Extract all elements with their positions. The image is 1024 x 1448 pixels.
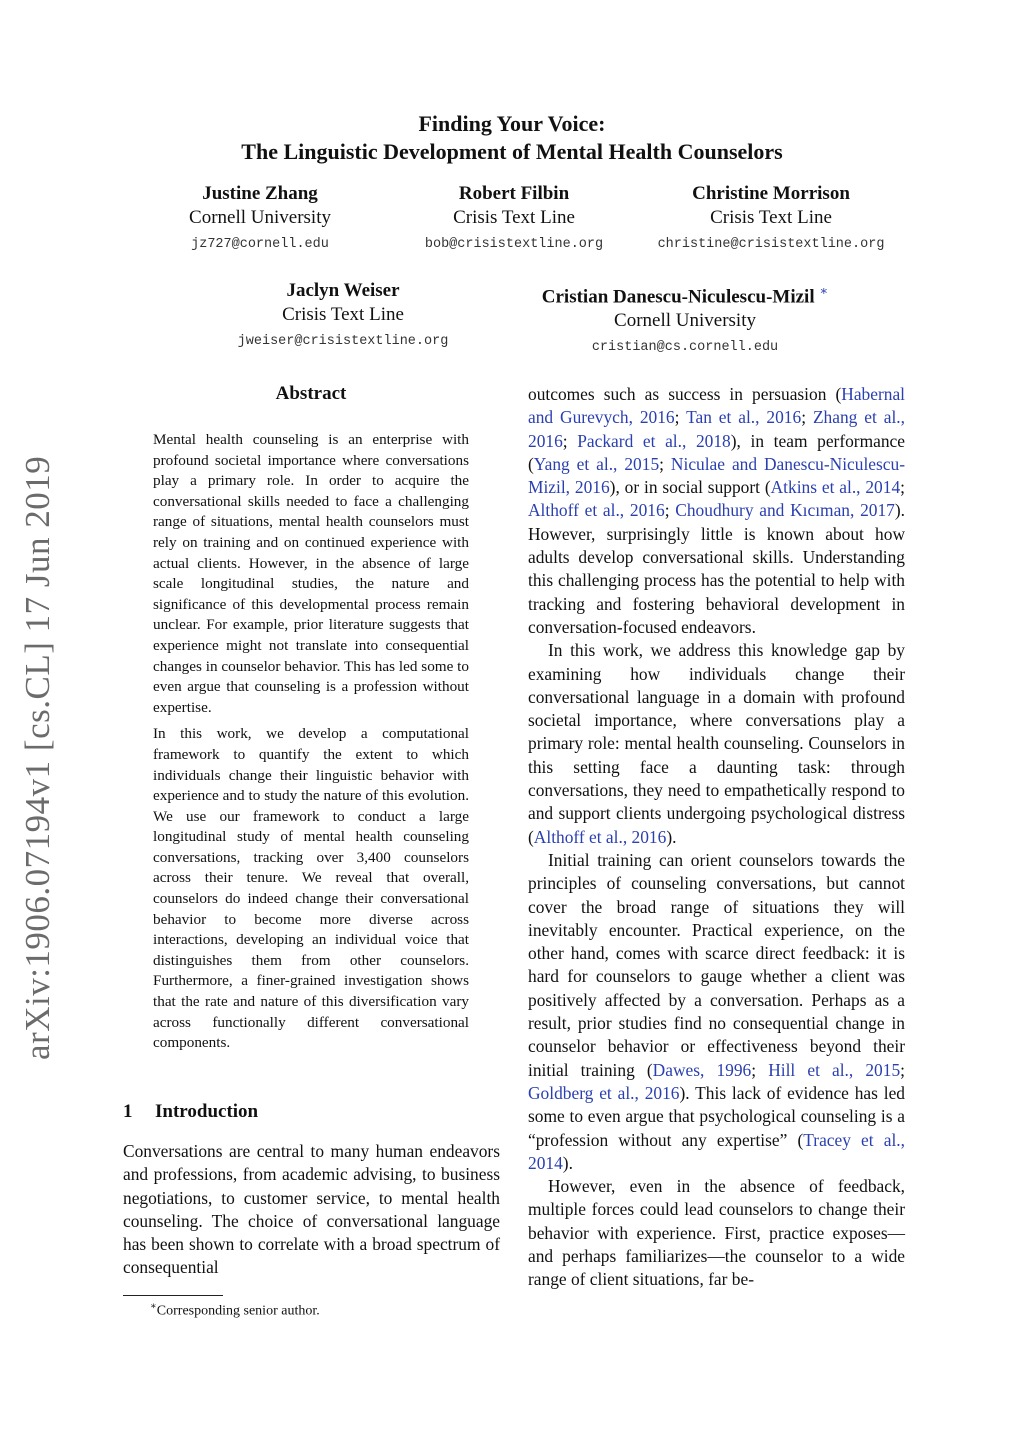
abstract-paragraph: Mental health counseling is an enterprise with profound societal importance where conversations play a primary role. In order to acquire the conversational skills needed to face a challenging range of situations, mental health counselors must rely on training and on continued experience with actual clients. However, in the absence of large scale longitudinal studies, the nature and significance of this developmental process remain unclear. For example, prior literature suggests that experience might not translate into consequential changes in counselor behavior. This has led some to even argue that counseling is a profession without expertise.: [153, 431, 469, 716]
paper-title-line-2: The Linguistic Development of Mental Health Counselors: [241, 139, 783, 164]
author-affiliation: Crisis Text Line: [710, 207, 832, 228]
citation-link[interactable]: Niculae and Danescu-Niculescu-Mizil, 2016: [528, 453, 905, 498]
author-block: [212, 279, 474, 357]
citation-link[interactable]: Atkins et al., 2014: [770, 477, 901, 498]
body-paragraph: outcomes such as success in persuasion (Habernal and Gurevych, 2016; Tan et al., 2016; Zhang et al., 2016; Packard et al., 2018), in team performance (Yang et al., 2015; Niculae and Danescu-Niculescu-Mizil, 2016), or in social support (Atkins et al., 2014; Althoff et al., 2016; Choudhury and Kıcıman, 2017). However, surprisingly little is known about how adults develop conversational skills. Understanding this challenging process has the potential to help with tracking and fostering behavioral development in conversation-focused endeavors.: [528, 384, 905, 637]
citation-link[interactable]: Yang et al., 2015: [533, 453, 660, 474]
body-paragraph: Conversations are central to many human endeavors and professions, from academic advising, to business negotiations, to customer service, to mental health counseling. The choice of conversational language has been shown to correlate with a broad spectrum of consequential: [123, 1141, 500, 1278]
footnote-marker[interactable]: ∗: [819, 283, 829, 298]
author-affiliation: Crisis Text Line: [282, 304, 404, 325]
intro-right-column: [528, 383, 905, 1292]
section-number: 1: [123, 1101, 133, 1122]
citation-link[interactable]: Hill et al., 2015: [768, 1059, 901, 1080]
author-affiliation: Cornell University: [614, 310, 756, 332]
author-email[interactable]: jz727@cornell.edu: [191, 237, 329, 252]
author-email[interactable]: jweiser@crisistextline.org: [237, 334, 449, 349]
body-paragraph: Initial training can orient counselors towards the principles of counseling conversations, but cannot cover the broad range of situations they will inevitably encounter. Practical experience, on the other hand, comes with scarce direct feedback: it is hard for counselors to gauge whether a client was positively affected by a conversation. Perhaps as a result, prior studies find no consequential change in counselor behavior or effectiveness beyond their initial training (Dawes, 1996; Hill et al., 2015; Goldberg et al., 2016). This lack of evidence has led some to even argue that psychological counseling is a “profession without any expertise” (Tracey et al., 2014).: [528, 849, 905, 1173]
author-affiliation: Cornell University: [189, 207, 331, 228]
citation-link[interactable]: Tan et al., 2016: [686, 407, 802, 428]
citation-link[interactable]: Habernal and Gurevych, 2016: [528, 384, 905, 428]
footnote-text: Corresponding senior author.: [156, 1303, 320, 1319]
author-name: Cristian Danescu-Niculescu-Mizil: [541, 286, 815, 308]
section-heading: [123, 1101, 258, 1123]
author-name: Christine Morrison: [692, 183, 850, 204]
section-title: Introduction: [155, 1101, 259, 1122]
author-block: [140, 182, 380, 260]
footnote-mark: ∗: [150, 1301, 157, 1312]
citation-link[interactable]: Dawes, 1996: [652, 1059, 752, 1080]
citation-link[interactable]: Althoff et al., 2016: [528, 500, 665, 521]
body-paragraph: In this work, we address this knowledge gap by examining how individuals change their conversational language in a domain with profound societal importance, where conversations play a primary role: mental health counseling. Counselors in this setting face a daunting task: through conversations, they need to empathetically respond to and support clients undergoing psychological distress (Althoff et al., 2016).: [528, 640, 905, 847]
abstract-heading: Abstract: [275, 383, 347, 404]
author-block: [394, 182, 634, 260]
footnote: [150, 1298, 320, 1321]
arxiv-identifier[interactable]: arXiv:1906.07194v1 [cs.CL] 17 Jun 2019: [18, 455, 57, 1060]
author-email[interactable]: cristian@cs.cornell.edu: [591, 340, 779, 356]
citation-link[interactable]: Zhang et al., 2016: [528, 407, 905, 451]
abstract-body: [153, 430, 469, 1060]
author-email[interactable]: christine@crisistextline.org: [657, 237, 885, 252]
author-block: [520, 279, 850, 363]
author-block: [626, 182, 916, 260]
citation-link[interactable]: Tracey et al., 2014: [528, 1129, 905, 1173]
paper-title-line-1: Finding Your Voice:: [418, 111, 606, 136]
footnote-divider: [123, 1295, 223, 1296]
author-name: Justine Zhang: [202, 183, 318, 204]
abstract-paragraph: In this work, we develop a computational framework to quantify the extent to which individuals change their linguistic behavior with experience and to study the nature of this evolution. We use our framework to conduct a large longitudinal study of mental health counseling conversations, tracking over 3,400 counselors across their tenure. We reveal that overall, counselors do indeed change their conversational behavior to become more diverse across interactions, developing an individual voice that distinguishes them from other counselors. Furthermore, a finer-grained investigation shows that the rate and nature of this diversification vary across functionally different conversational components.: [153, 725, 469, 1052]
intro-left-column: [123, 1140, 500, 1280]
citation-link[interactable]: Althoff et al., 2016: [533, 826, 667, 847]
author-affiliation: Crisis Text Line: [453, 207, 575, 228]
citation-link[interactable]: Choudhury and Kıcıman, 2017: [675, 500, 895, 521]
author-name: Jaclyn Weiser: [286, 280, 400, 301]
author-name: Robert Filbin: [458, 183, 570, 204]
author-email[interactable]: bob@crisistextline.org: [424, 237, 604, 252]
citation-link[interactable]: Goldberg et al., 2016: [528, 1082, 680, 1103]
body-paragraph: However, even in the absence of feedback, multiple forces could lead counselors to change their behavior with experience. First, practice exposes—and perhaps familiarizes—the counselor to a wide range of client situations, far be-: [528, 1176, 905, 1290]
citation-link[interactable]: Packard et al., 2018: [577, 430, 731, 451]
